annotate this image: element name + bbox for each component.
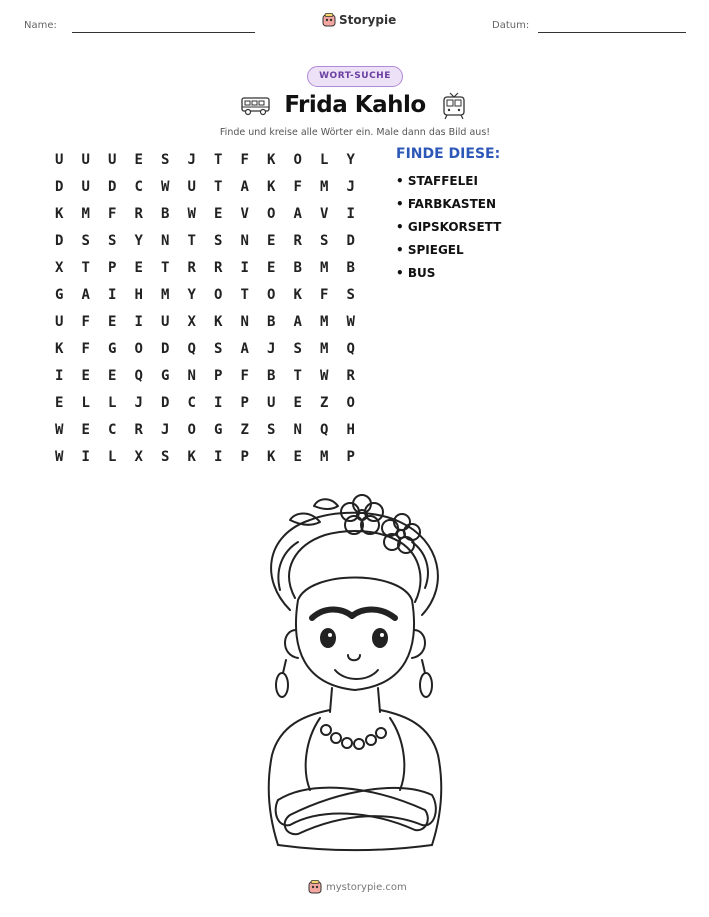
grid-letter[interactable]: R (346, 368, 355, 384)
grid-letter[interactable]: S (108, 233, 117, 249)
grid-letter[interactable]: Q (346, 341, 355, 357)
grid-letter[interactable]: T (187, 233, 196, 249)
name-line[interactable] (72, 32, 255, 33)
grid-letter[interactable]: E (267, 233, 276, 249)
grid-letter[interactable]: F (81, 314, 90, 330)
grid-letter[interactable]: S (214, 341, 223, 357)
grid-letter[interactable]: S (346, 287, 355, 303)
grid-letter[interactable]: I (81, 449, 90, 465)
grid-letter[interactable]: A (240, 341, 249, 357)
grid-letter[interactable]: B (267, 368, 276, 384)
grid-letter[interactable]: X (187, 314, 196, 330)
grid-letter[interactable]: D (55, 233, 64, 249)
grid-letter[interactable]: F (320, 287, 329, 303)
grid-letter[interactable]: E (134, 260, 143, 276)
grid-letter[interactable]: K (55, 341, 64, 357)
flower-icon (382, 514, 420, 553)
grid-letter[interactable]: B (293, 260, 302, 276)
grid-letter[interactable]: M (320, 341, 329, 357)
grid-letter[interactable]: F (108, 206, 117, 222)
grid-letter[interactable]: M (320, 314, 329, 330)
grid-letter[interactable]: H (346, 422, 355, 438)
grid-letter[interactable]: X (134, 449, 143, 465)
grid-letter[interactable]: P (108, 260, 117, 276)
grid-letter[interactable]: D (108, 179, 117, 195)
storypie-logo-icon (308, 880, 322, 894)
grid-letter[interactable]: T (214, 152, 223, 168)
date-line[interactable] (538, 32, 686, 33)
grid-letter[interactable]: D (346, 233, 355, 249)
grid-letter[interactable]: N (187, 368, 196, 384)
grid-letter[interactable]: U (187, 179, 196, 195)
grid-letter[interactable]: P (346, 449, 355, 465)
grid-letter[interactable]: F (240, 152, 249, 168)
grid-letter[interactable]: E (214, 206, 223, 222)
word-search-grid (46, 147, 364, 471)
grid-letter[interactable]: O (134, 341, 143, 357)
grid-letter[interactable]: E (55, 395, 64, 411)
grid-letter[interactable]: W (320, 368, 329, 384)
grid-letter[interactable]: T (214, 179, 223, 195)
date-label: Datum: (492, 20, 530, 31)
grid-letter[interactable]: Y (346, 152, 355, 168)
grid-letter[interactable]: A (81, 287, 90, 303)
word-item: • BUS (396, 266, 436, 280)
grid-letter[interactable]: A (293, 314, 302, 330)
grid-letter[interactable]: S (161, 449, 170, 465)
grid-letter[interactable]: J (346, 179, 355, 195)
grid-letter[interactable]: R (293, 233, 302, 249)
grid-letter[interactable]: W (161, 179, 170, 195)
grid-letter[interactable]: G (161, 368, 170, 384)
grid-letter[interactable]: Z (240, 422, 249, 438)
grid-letter[interactable]: O (267, 206, 276, 222)
grid-letter[interactable]: D (55, 179, 64, 195)
grid-letter[interactable]: O (267, 287, 276, 303)
grid-letter[interactable]: S (293, 341, 302, 357)
grid-letter[interactable]: S (81, 233, 90, 249)
grid-letter[interactable]: Q (134, 368, 143, 384)
grid-letter[interactable]: Q (320, 422, 329, 438)
grid-letter[interactable]: S (320, 233, 329, 249)
grid-letter[interactable]: T (81, 260, 90, 276)
grid-letter[interactable]: C (187, 395, 196, 411)
grid-letter[interactable]: N (293, 422, 302, 438)
grid-letter[interactable]: N (240, 233, 249, 249)
grid-letter[interactable]: E (108, 314, 117, 330)
grid-letter[interactable]: F (293, 179, 302, 195)
grid-letter[interactable]: U (81, 152, 90, 168)
grid-letter[interactable]: I (55, 368, 64, 384)
grid-letter[interactable]: M (320, 179, 329, 195)
grid-letter[interactable]: P (214, 368, 223, 384)
grid-letter[interactable]: P (240, 395, 249, 411)
grid-letter[interactable]: K (267, 152, 276, 168)
page-title: Frida Kahlo (284, 92, 426, 118)
grid-letter[interactable]: C (108, 422, 117, 438)
grid-letter[interactable]: J (161, 422, 170, 438)
brand-logo (322, 13, 396, 27)
footer (308, 880, 407, 894)
word-list (396, 172, 501, 287)
grid-letter[interactable]: B (161, 206, 170, 222)
word-list-title: FINDE DIESE: (396, 146, 501, 162)
word-item: • SPIEGEL (396, 243, 464, 257)
grid-letter[interactable]: Y (134, 233, 143, 249)
grid-letter[interactable]: O (187, 422, 196, 438)
name-label: Name: (24, 20, 57, 31)
grid-letter[interactable]: P (240, 449, 249, 465)
word-item: • GIPSKORSETT (396, 220, 502, 234)
grid-letter[interactable]: S (214, 233, 223, 249)
grid-letter[interactable]: T (293, 368, 302, 384)
brand-name: Storypie (339, 13, 397, 27)
grid-letter[interactable]: B (346, 260, 355, 276)
grid-letter[interactable]: K (293, 287, 302, 303)
grid-letter[interactable]: I (240, 260, 249, 276)
grid-letter[interactable]: I (214, 449, 223, 465)
grid-letter[interactable]: R (134, 422, 143, 438)
grid-letter[interactable]: L (108, 395, 117, 411)
grid-letter[interactable]: E (293, 449, 302, 465)
grid-letter[interactable]: L (108, 449, 117, 465)
grid-letter[interactable]: M (320, 260, 329, 276)
grid-letter[interactable]: A (293, 206, 302, 222)
storypie-logo-icon (322, 13, 336, 27)
instructions: Finde und kreise alle Wörter ein. Male dann das Bild aus! (219, 127, 491, 138)
grid-letter[interactable]: R (134, 206, 143, 222)
grid-letter[interactable]: T (240, 287, 249, 303)
category-badge: WORT-SUCHE (307, 66, 403, 87)
grid-letter[interactable]: J (267, 341, 276, 357)
grid-letter[interactable]: J (134, 395, 143, 411)
grid-letter[interactable]: L (320, 152, 329, 168)
grid-letter[interactable]: T (161, 260, 170, 276)
word-item: • STAFFELEI (396, 174, 478, 188)
grid-letter[interactable]: G (108, 341, 117, 357)
tram-icon (441, 92, 467, 120)
grid-letter[interactable]: M (320, 449, 329, 465)
grid-letter[interactable]: D (161, 341, 170, 357)
grid-letter[interactable]: U (55, 314, 64, 330)
grid-letter[interactable]: J (187, 152, 196, 168)
grid-letter[interactable]: M (81, 206, 90, 222)
grid-letter[interactable]: K (187, 449, 196, 465)
grid-letter[interactable]: U (55, 152, 64, 168)
grid-letter[interactable]: I (346, 206, 355, 222)
grid-letter[interactable]: K (214, 314, 223, 330)
grid-letter[interactable]: E (108, 368, 117, 384)
grid-letter[interactable]: G (55, 287, 64, 303)
grid-letter[interactable]: V (240, 206, 249, 222)
necklace (321, 725, 386, 749)
grid-letter[interactable]: M (161, 287, 170, 303)
grid-letter[interactable]: W (55, 449, 64, 465)
grid-letter[interactable]: U (108, 152, 117, 168)
grid-letter[interactable]: E (267, 260, 276, 276)
grid-letter[interactable]: E (293, 395, 302, 411)
grid-letter[interactable]: D (161, 395, 170, 411)
grid-letter[interactable]: A (240, 179, 249, 195)
grid-letter[interactable]: U (267, 395, 276, 411)
grid-letter[interactable]: L (81, 395, 90, 411)
grid-letter[interactable]: I (134, 314, 143, 330)
grid-letter[interactable]: U (81, 179, 90, 195)
grid-letter[interactable]: I (108, 287, 117, 303)
frida-coloring-picture[interactable] (250, 490, 460, 855)
grid-letter[interactable]: W (187, 206, 196, 222)
grid-letter[interactable]: W (55, 422, 64, 438)
grid-letter[interactable]: G (214, 422, 223, 438)
grid-letter[interactable]: K (267, 449, 276, 465)
grid-letter[interactable]: F (81, 341, 90, 357)
grid-letter[interactable]: K (267, 179, 276, 195)
grid-letter[interactable]: R (214, 260, 223, 276)
grid-letter[interactable]: Q (187, 341, 196, 357)
grid-letter[interactable]: E (134, 152, 143, 168)
grid-letter[interactable]: Z (320, 395, 329, 411)
grid-letter[interactable]: U (161, 314, 170, 330)
grid-letter[interactable]: H (134, 287, 143, 303)
grid-letter[interactable]: E (81, 368, 90, 384)
grid-letter[interactable]: S (161, 152, 170, 168)
grid-letter[interactable]: N (161, 233, 170, 249)
grid-letter[interactable]: K (55, 206, 64, 222)
grid-letter[interactable]: E (81, 422, 90, 438)
word-item: • FARBKASTEN (396, 197, 496, 211)
grid-letter[interactable]: B (267, 314, 276, 330)
grid-letter[interactable]: N (240, 314, 249, 330)
grid-letter[interactable]: Y (187, 287, 196, 303)
grid-letter[interactable]: R (187, 260, 196, 276)
grid-letter[interactable]: C (134, 179, 143, 195)
grid-letter[interactable]: O (346, 395, 355, 411)
footer-url[interactable]: mystorypie.com (326, 881, 407, 893)
grid-letter[interactable]: F (240, 368, 249, 384)
grid-letter[interactable]: S (267, 422, 276, 438)
grid-letter[interactable]: O (293, 152, 302, 168)
grid-letter[interactable]: X (55, 260, 64, 276)
grid-letter[interactable]: V (320, 206, 329, 222)
grid-letter[interactable]: O (214, 287, 223, 303)
grid-letter[interactable]: I (214, 395, 223, 411)
grid-letter[interactable]: W (346, 314, 355, 330)
